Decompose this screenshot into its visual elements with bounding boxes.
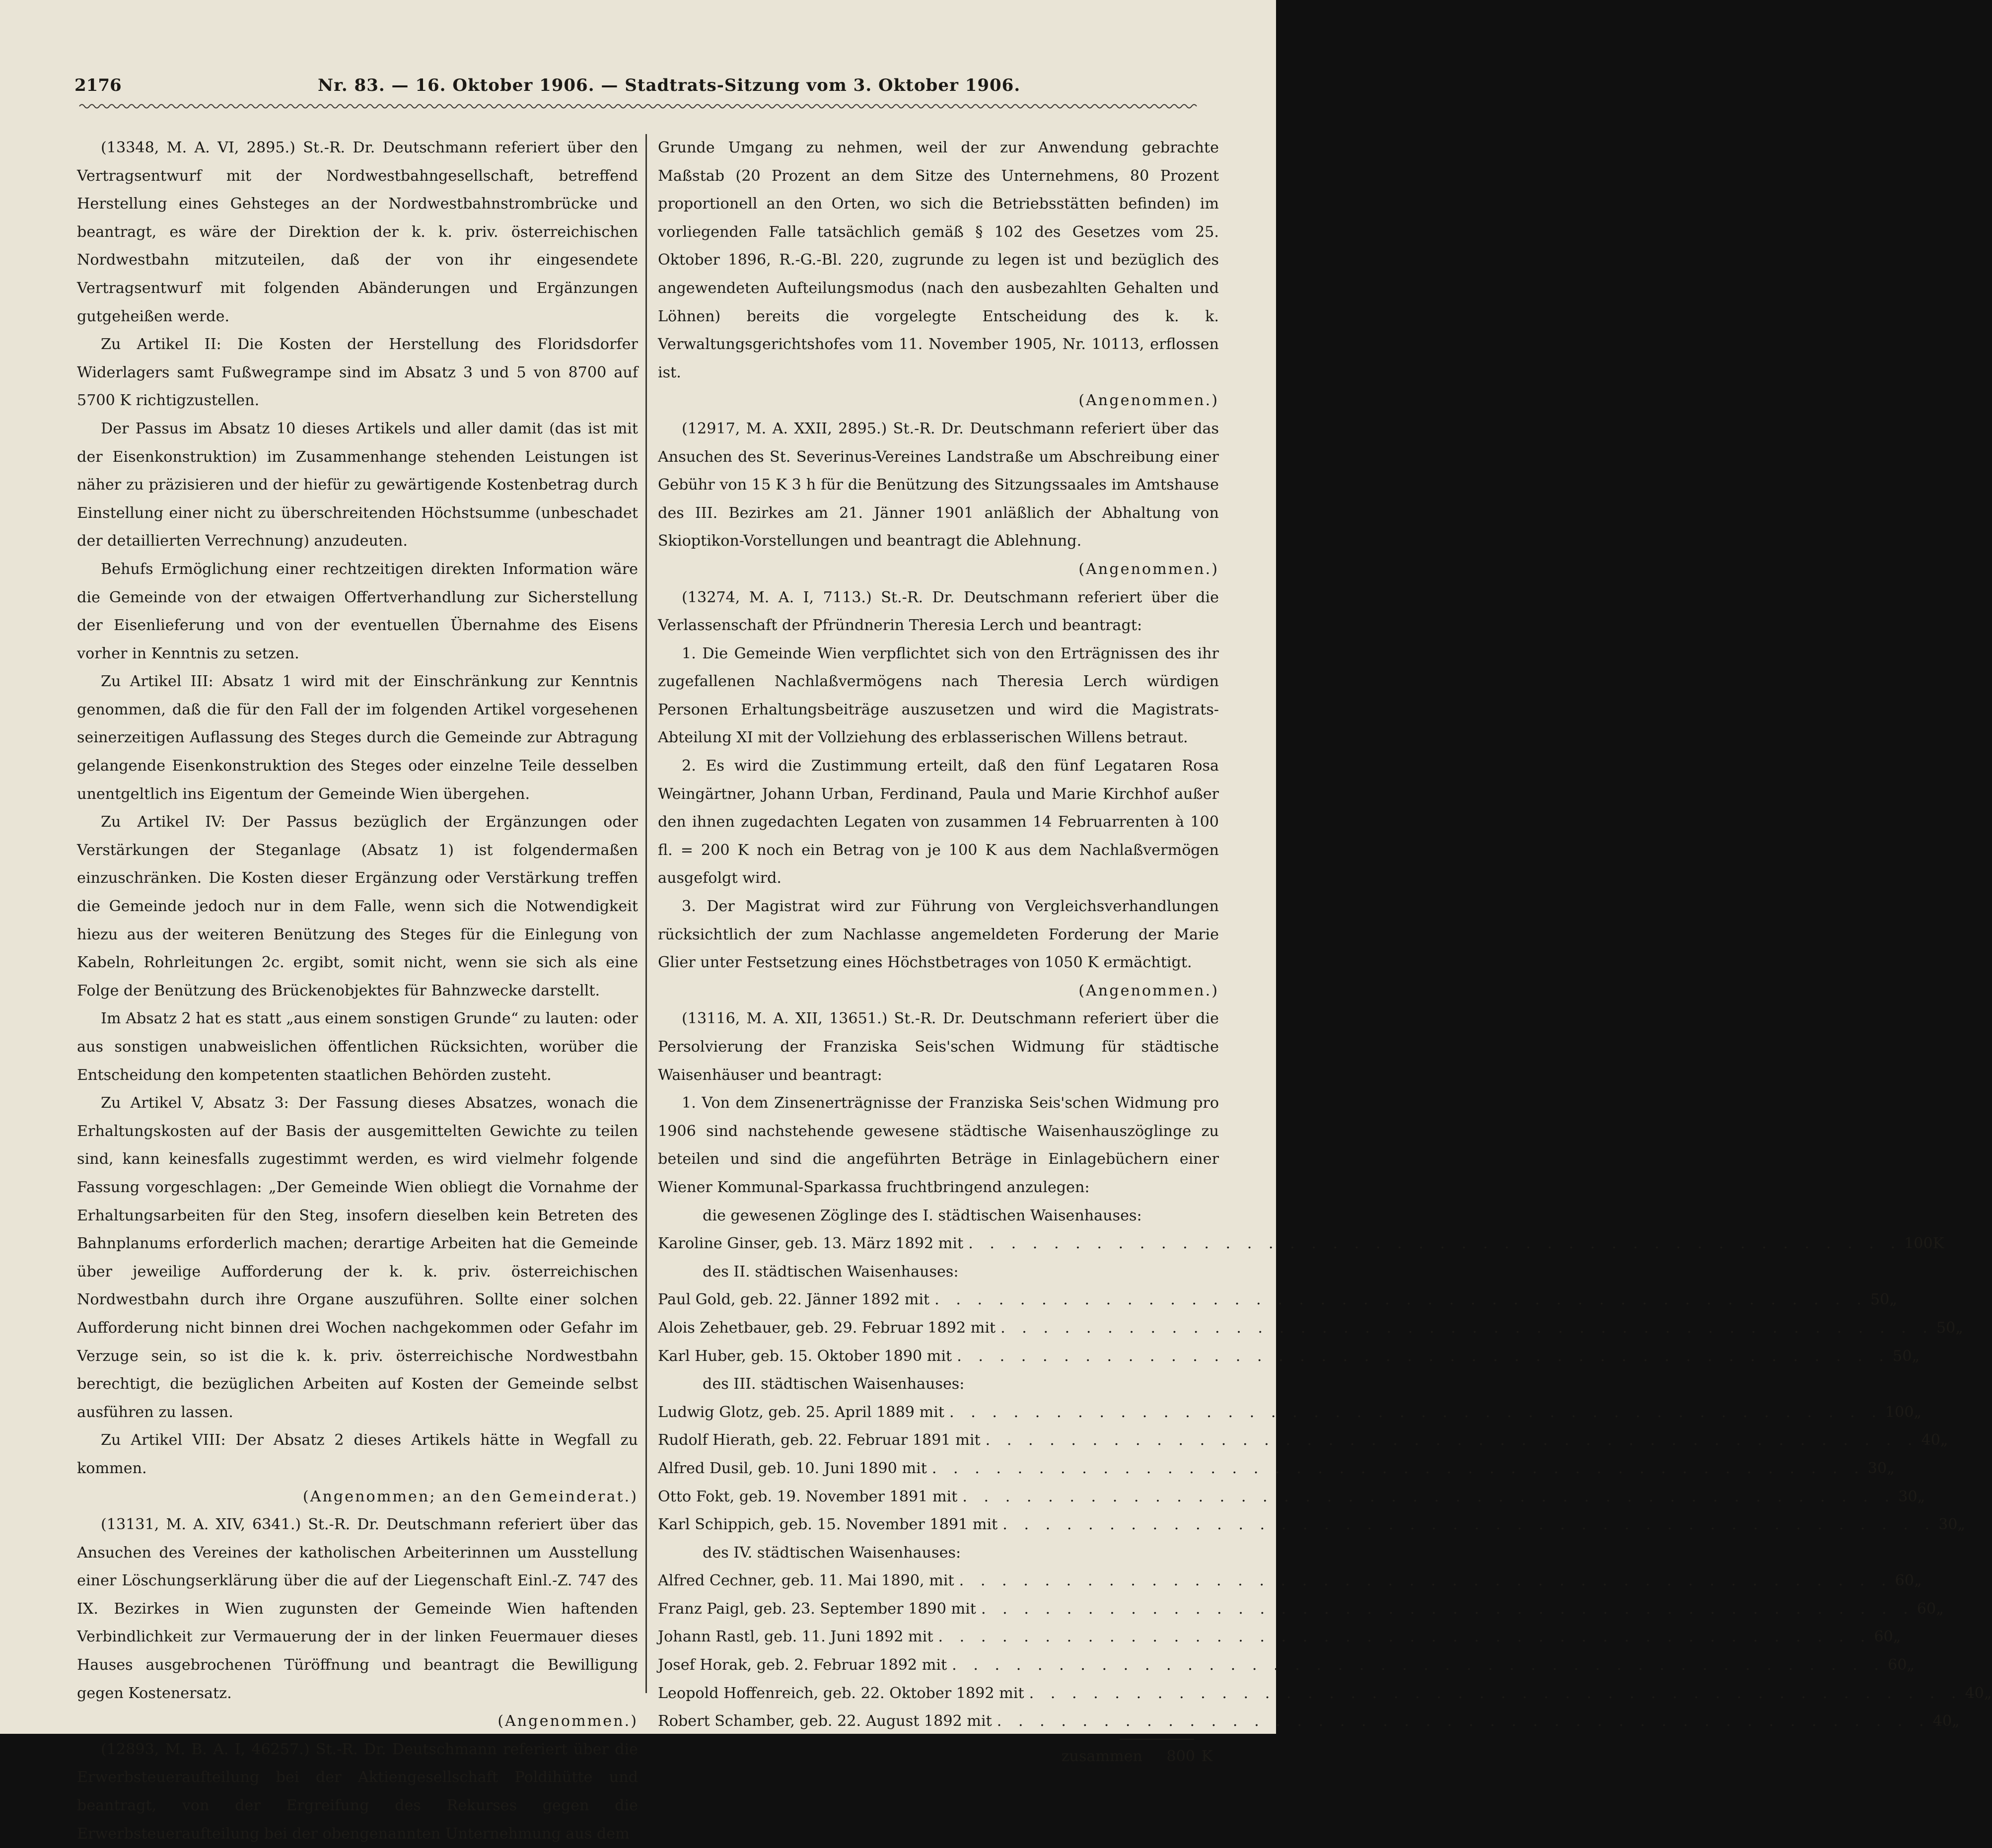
unit: „: [1912, 1347, 1920, 1365]
list-item: [658, 1680, 1992, 1708]
paragraph: Zu Artikel V, Absatz 3: Der Fassung dieses Absatzes, wonach die Erhaltungskosten auf der Basis der ausgemittelten Gewichte zu teilen sind, kann keinesfalls zugestimmt werden, es wird vielmehr folgende Fassung vorgeschlagen: „Der Gemeinde Wien obliegt die Vornahme der Erhaltungsarbeiten für den Steg, insofern dieselben kein Betreten des Bahnplanums erforderlich machen; derartige Arbeiten hat die Gemeinde über jeweilige Aufforderung der k. k. priv. österreichischen Nordwestbahn durch ihre Organe auszuführen. Sollte einer solchen Aufforderung nicht binnen drei Wochen nachgekommen oder Gefahr im Verzuge sein, so ist die k. k. priv. österreichische Nordwestbahn berechtigt, die bezüglichen Arbeiten auf Kosten der Gemeinde selbst ausführen zu lassen.: [77, 1094, 638, 1421]
amount: 40: [1921, 1431, 1940, 1449]
leader-dots: [986, 1426, 1919, 1455]
amount: 60: [1887, 1656, 1907, 1674]
unit: „: [1917, 1488, 1925, 1505]
paragraph: 1. Von dem Zinsenerträgnisse der Franziska Seis'schen Widmung pro 1906 sind nachstehende gewesene städtische Waisenhauszöglinge zu beteilen und sind die angeführten Beträge in Einlagebüchern einer Wiener Kommunal-Sparkassa fruchtbringend anzulegen:: [658, 1094, 1219, 1196]
amount: 50: [1936, 1319, 1956, 1337]
paragraph: (12917, M. A. XXII, 2895.) St.-R. Dr. Deutschmann referiert über das Ansuchen des St. Severinus-Vereines Landstraße um Abschreibung einer Gebühr von 15 K 3 h für die Benützung des Sitzungssaales im Amtshause des III. Bezirkes am 21. Jänner 1901 anläßlich der Abhaltung von Skioptikon-Vorstellungen und beantragt die Ablehnung.: [658, 420, 1219, 550]
paragraph: (13116, M. A. XII, 13651.) St.-R. Dr. Deutschmann referiert über die Persolvierung der Franziska Seis'schen Widmung für städtische Waisenhäuser und beantragt:: [658, 1010, 1219, 1084]
list-item: [658, 1707, 1960, 1736]
list-item: [658, 1483, 1925, 1511]
leader-dots: [959, 1567, 1892, 1595]
amount: 60: [1874, 1628, 1893, 1646]
decision-note: (Angenommen.): [1078, 560, 1219, 578]
decision-note: (Angenommen.): [498, 1712, 638, 1730]
amount: 100: [1904, 1235, 1933, 1253]
right-column: [658, 134, 1992, 1771]
paragraph: 2. Es wird die Zustimmung erteilt, daß den fünf Legataren Rosa Weingärtner, Johann Urban, Ferdinand, Paula und Marie Kirchhof außer den ihnen zugedachten Legaten von zusammen 14 Februarrenten à 100 fl. = 200 K noch ein Betrag von je 100 K aus dem Nachlaßvermögen ausgefolgt wird.: [658, 757, 1219, 887]
unit: „: [1889, 1291, 1898, 1309]
amount: 50: [1870, 1291, 1890, 1309]
beneficiary-name: Robert Schamber, geb. 22. August 1892 mit: [658, 1712, 992, 1730]
decision-note: (Angenommen.): [1078, 392, 1219, 410]
beneficiary-name: Alfred Dusil, geb. 10. Juni 1890 mit: [658, 1459, 927, 1477]
group-heading: die gewesenen Zöglinge des I. städtischen Waisenhauses:: [703, 1207, 1142, 1224]
leader-dots: [1029, 1680, 1962, 1708]
paragraph: Zu Artikel IV: Der Passus bezüglich der Ergänzungen oder Verstärkungen der Steganlage (Absatz 1) ist folgendermaßen einzuschränken. Die Kosten dieser Ergänzung oder Verstärkung treffen die Gemeinde jedoch nur in dem Falle, wenn sich die Notwendigkeit hiezu aus der weiteren Benützung des Steges für die Einlegung von Kabeln, Rohrleitungen 2c. ergibt, somit nicht, wenn sie sich als eine Folge der Benützung des Brückenobjektes für Bahnzwecke darstellt.: [77, 813, 638, 999]
paragraph: (13348, M. A. VI, 2895.) St.-R. Dr. Deutschmann referiert über den Vertragsentwurf mit der Nordwestbahngesellschaft, betreffend Herstellung eines Gehsteges an der Nordwestbahnstrombrücke und beantragt, es wäre der Direktion der k. k. priv. österreichischen Nordwestbahn mitzuteilen, daß der von ihr eingesendete Vertragsentwurf mit folgenden Abänderungen und Ergänzungen gutgeheißen werde.: [77, 139, 638, 325]
amount: 50: [1893, 1347, 1912, 1365]
leader-dots: [934, 1286, 1867, 1314]
amount: 30: [1898, 1488, 1918, 1505]
total-amount: 800: [1166, 1747, 1195, 1765]
beneficiary-name: Johann Rastl, geb. 11. Juni 1892 mit: [658, 1628, 933, 1646]
unit: „: [1914, 1403, 1922, 1421]
paragraph: Zu Artikel III: Absatz 1 wird mit der Einschränkung zur Kenntnis genommen, daß die für den Fall der im folgenden Artikel vorgesehenen seinerzeitigen Auflassung des Steges durch die Gemeinde zur Abtragung gelangende Eisenkonstruktion des Steges oder einzelne Teile desselben unentgeltlich ins Eigentum der Gemeinde Wien übergehen.: [77, 673, 638, 803]
leader-dots: [981, 1595, 1914, 1624]
leader-dots: [957, 1343, 1890, 1371]
leader-dots: [1000, 1314, 1933, 1343]
paragraph: (12893, M. B. A. I, 46257.) St.-R. Dr. Deutschmann referiert über die Erwerbsteueraufteilung bei der Aktiengesellschaft Poldihütte und beantragt, von der Ergreifung des Rekurses gegen die Erwerbsteueraufteilung bei der obengenannten Unternehmung aus dem: [77, 1740, 638, 1843]
paragraph: 3. Der Magistrat wird zur Führung von Vergleichsverhandlungen rücksichtlich der zum Nachlasse angemeldeten Forderung der Marie Glier unter Festsetzung eines Höchstbetrages von 1050 K ermächtigt.: [658, 898, 1219, 972]
list-item: [658, 1455, 1895, 1483]
amount: 60: [1895, 1572, 1914, 1590]
paragraph: Zu Artikel II: Die Kosten der Herstellung des Floridsdorfer Widerlagers samt Fußwegrampe sind im Absatz 3 und 5 von 8700 auf 5700 K richtigzustellen.: [77, 336, 638, 410]
list-item: [658, 1595, 1944, 1624]
column-divider: [645, 134, 647, 1693]
unit: „: [1914, 1572, 1922, 1590]
unit: „: [1955, 1319, 1964, 1337]
unit: „: [1940, 1431, 1948, 1449]
unit: „: [1952, 1712, 1960, 1730]
beneficiary-name: Rudolf Hierath, geb. 22. Februar 1891 mit: [658, 1431, 981, 1449]
list-item: [658, 1511, 1966, 1539]
paragraph: Grunde Umgang zu nehmen, weil der zur Anwendung gebrachte Maßstab (20 Prozent an dem Sitze des Unternehmens, 80 Prozent proportionell an den Orten, wo sich die Betriebsstätten befinden) im vorliegenden Falle tatsächlich gemäß § 102 des Gesetzes vom 25. Oktober 1896, R.-G.-Bl. 220, zugrunde zu legen ist und bezüglich des angewendeten Aufteilungsmodus (nach den ausbezahlten Gehalten und Löhnen) bereits die vorgelegte Entscheidung des k. k. Verwaltungsgerichtshofes vom 11. November 1905, Nr. 10113, erflossen ist.: [658, 139, 1219, 381]
list-item: [658, 1286, 1898, 1314]
list-item: [658, 1623, 1901, 1651]
paragraph: Behufs Ermöglichung einer rechtzeitigen direkten Information wäre die Gemeinde von der etwaigen Offertverhandlung zur Sicherstellung der Eisenlieferung und von der eventuellen Übernahme des Eisens vorher in Kenntnis zu setzen.: [77, 560, 638, 662]
amount: 40: [1965, 1684, 1984, 1702]
group-heading: des II. städtischen Waisenhauses:: [703, 1263, 959, 1280]
total-row: [658, 1743, 1219, 1771]
beneficiary-name: Otto Fokt, geb. 19. November 1891 mit: [658, 1488, 958, 1505]
leader-dots: [949, 1399, 1882, 1427]
beneficiary-list: [658, 1202, 1992, 1771]
leader-dots: [1002, 1511, 1935, 1539]
unit: „: [1893, 1628, 1901, 1646]
paragraph: (13131, M. A. XIV, 6341.) St.-R. Dr. Deutschmann referiert über das Ansuchen des Vereines der katholischen Arbeiterinnen um Ausstellung einer Löschungserklärung über die auf der Liegenschaft Einl.-Z. 747 des IX. Bezirkes in Wien zugunsten der Gemeinde Wien haftenden Verbindlichkeit zur Vermauerung der in der linken Feuermauer dieses Hauses ausgebrochenen Türöffnung und beantragt die Bewilligung gegen Kostenersatz.: [77, 1516, 638, 1702]
unit: „: [1887, 1459, 1895, 1477]
decision-note: (Angenommen.): [1078, 982, 1219, 999]
leader-dots: [932, 1455, 1865, 1483]
amount: 30: [1867, 1459, 1887, 1477]
beneficiary-name: Karoline Ginser, geb. 13. März 1892 mit: [658, 1235, 964, 1253]
beneficiary-name: Franz Paigl, geb. 23. September 1890 mit: [658, 1600, 976, 1618]
beneficiary-name: Ludwig Glotz, geb. 25. April 1889 mit: [658, 1403, 944, 1421]
unit: „: [1984, 1684, 1992, 1702]
paragraph: Der Passus im Absatz 10 dieses Artikels und aller damit (das ist mit der Eisenkonstruktion) im Zusammenhange stehenden Leistungen ist näher zu präzisieren und der hiefür zu gewärtigende Kostenbetrag durch Einstellung einer nicht zu überschreitenden Höchstsumme (unbeschadet der detaillierten Verrechnung) anzudeuten.: [77, 420, 638, 550]
left-column: [77, 134, 638, 1848]
paragraph: Zu Artikel VIII: Der Absatz 2 dieses Artikels hätte in Wegfall zu kommen.: [77, 1431, 638, 1477]
beneficiary-name: Karl Schippich, geb. 15. November 1891 mit: [658, 1516, 998, 1534]
beneficiary-name: Josef Horak, geb. 2. Februar 1892 mit: [658, 1656, 947, 1674]
amount: 30: [1938, 1516, 1958, 1534]
unit: „: [1957, 1516, 1966, 1534]
unit: „: [1936, 1600, 1944, 1618]
page-number: 2176: [74, 75, 122, 95]
decision-note: (Angenommen; an den Gemeinderat.): [302, 1488, 638, 1505]
list-item: [658, 1567, 1922, 1595]
list-item: [658, 1651, 1915, 1680]
unit: K: [1932, 1235, 1944, 1253]
leader-dots: [997, 1707, 1930, 1736]
header-wavy-rule: [79, 102, 1197, 111]
list-item: [658, 1343, 1920, 1371]
group-heading: des III. städtischen Waisenhauses:: [703, 1375, 965, 1393]
group-heading: des IV. städtischen Waisenhauses:: [703, 1544, 961, 1562]
leader-dots: [938, 1623, 1871, 1651]
running-title: Nr. 83. — 16. Oktober 1906. — Stadtrats-Sitzung vom 3. Oktober 1906.: [318, 75, 1021, 95]
leader-dots: [952, 1651, 1885, 1680]
unit: „: [1907, 1656, 1915, 1674]
paragraph: (13274, M. A. I, 7113.) St.-R. Dr. Deutschmann referiert über die Verlassenschaft der Pfründnerin Theresia Lerch und beantragt:: [658, 588, 1219, 635]
amount: 40: [1932, 1712, 1952, 1730]
list-item: [658, 1426, 1948, 1455]
total-label: zusammen: [1061, 1747, 1142, 1765]
beneficiary-name: Karl Huber, geb. 15. Oktober 1890 mit: [658, 1347, 952, 1365]
paragraph: 1. Die Gemeinde Wien verpflichtet sich von den Erträgnissen des ihr zugefallenen Nachlaßvermögens nach Theresia Lerch würdigen Personen Erhaltungsbeiträge auszusetzen und wird die Magistrats-Abteilung XI mit der Vollziehung des erblasserischen Willens betraut.: [658, 644, 1219, 747]
list-item: [658, 1399, 1922, 1427]
leader-dots: [968, 1230, 1901, 1258]
list-item: [658, 1314, 1964, 1343]
total-unit: K: [1201, 1747, 1213, 1765]
leader-dots: [962, 1483, 1895, 1511]
beneficiary-name: Alois Zehetbauer, geb. 29. Februar 1892 mit: [658, 1319, 996, 1337]
sum-rule: [1120, 1739, 1194, 1740]
beneficiary-name: Paul Gold, geb. 22. Jänner 1892 mit: [658, 1291, 930, 1309]
amount: 60: [1917, 1600, 1936, 1618]
beneficiary-name: Alfred Cechner, geb. 11. Mai 1890, mit: [658, 1572, 954, 1590]
paragraph: Im Absatz 2 hat es statt „aus einem sonstigen Grunde“ zu lauten: oder aus sonstigen unabweislichen öffentlichen Rücksichten, worüber die Entscheidung den kompetenten staatlichen Behörden zusteht.: [77, 1010, 638, 1084]
beneficiary-name: Leopold Hoffenreich, geb. 22. Oktober 1892 mit: [658, 1684, 1024, 1702]
list-item: [658, 1230, 1944, 1258]
amount: 100: [1885, 1403, 1914, 1421]
